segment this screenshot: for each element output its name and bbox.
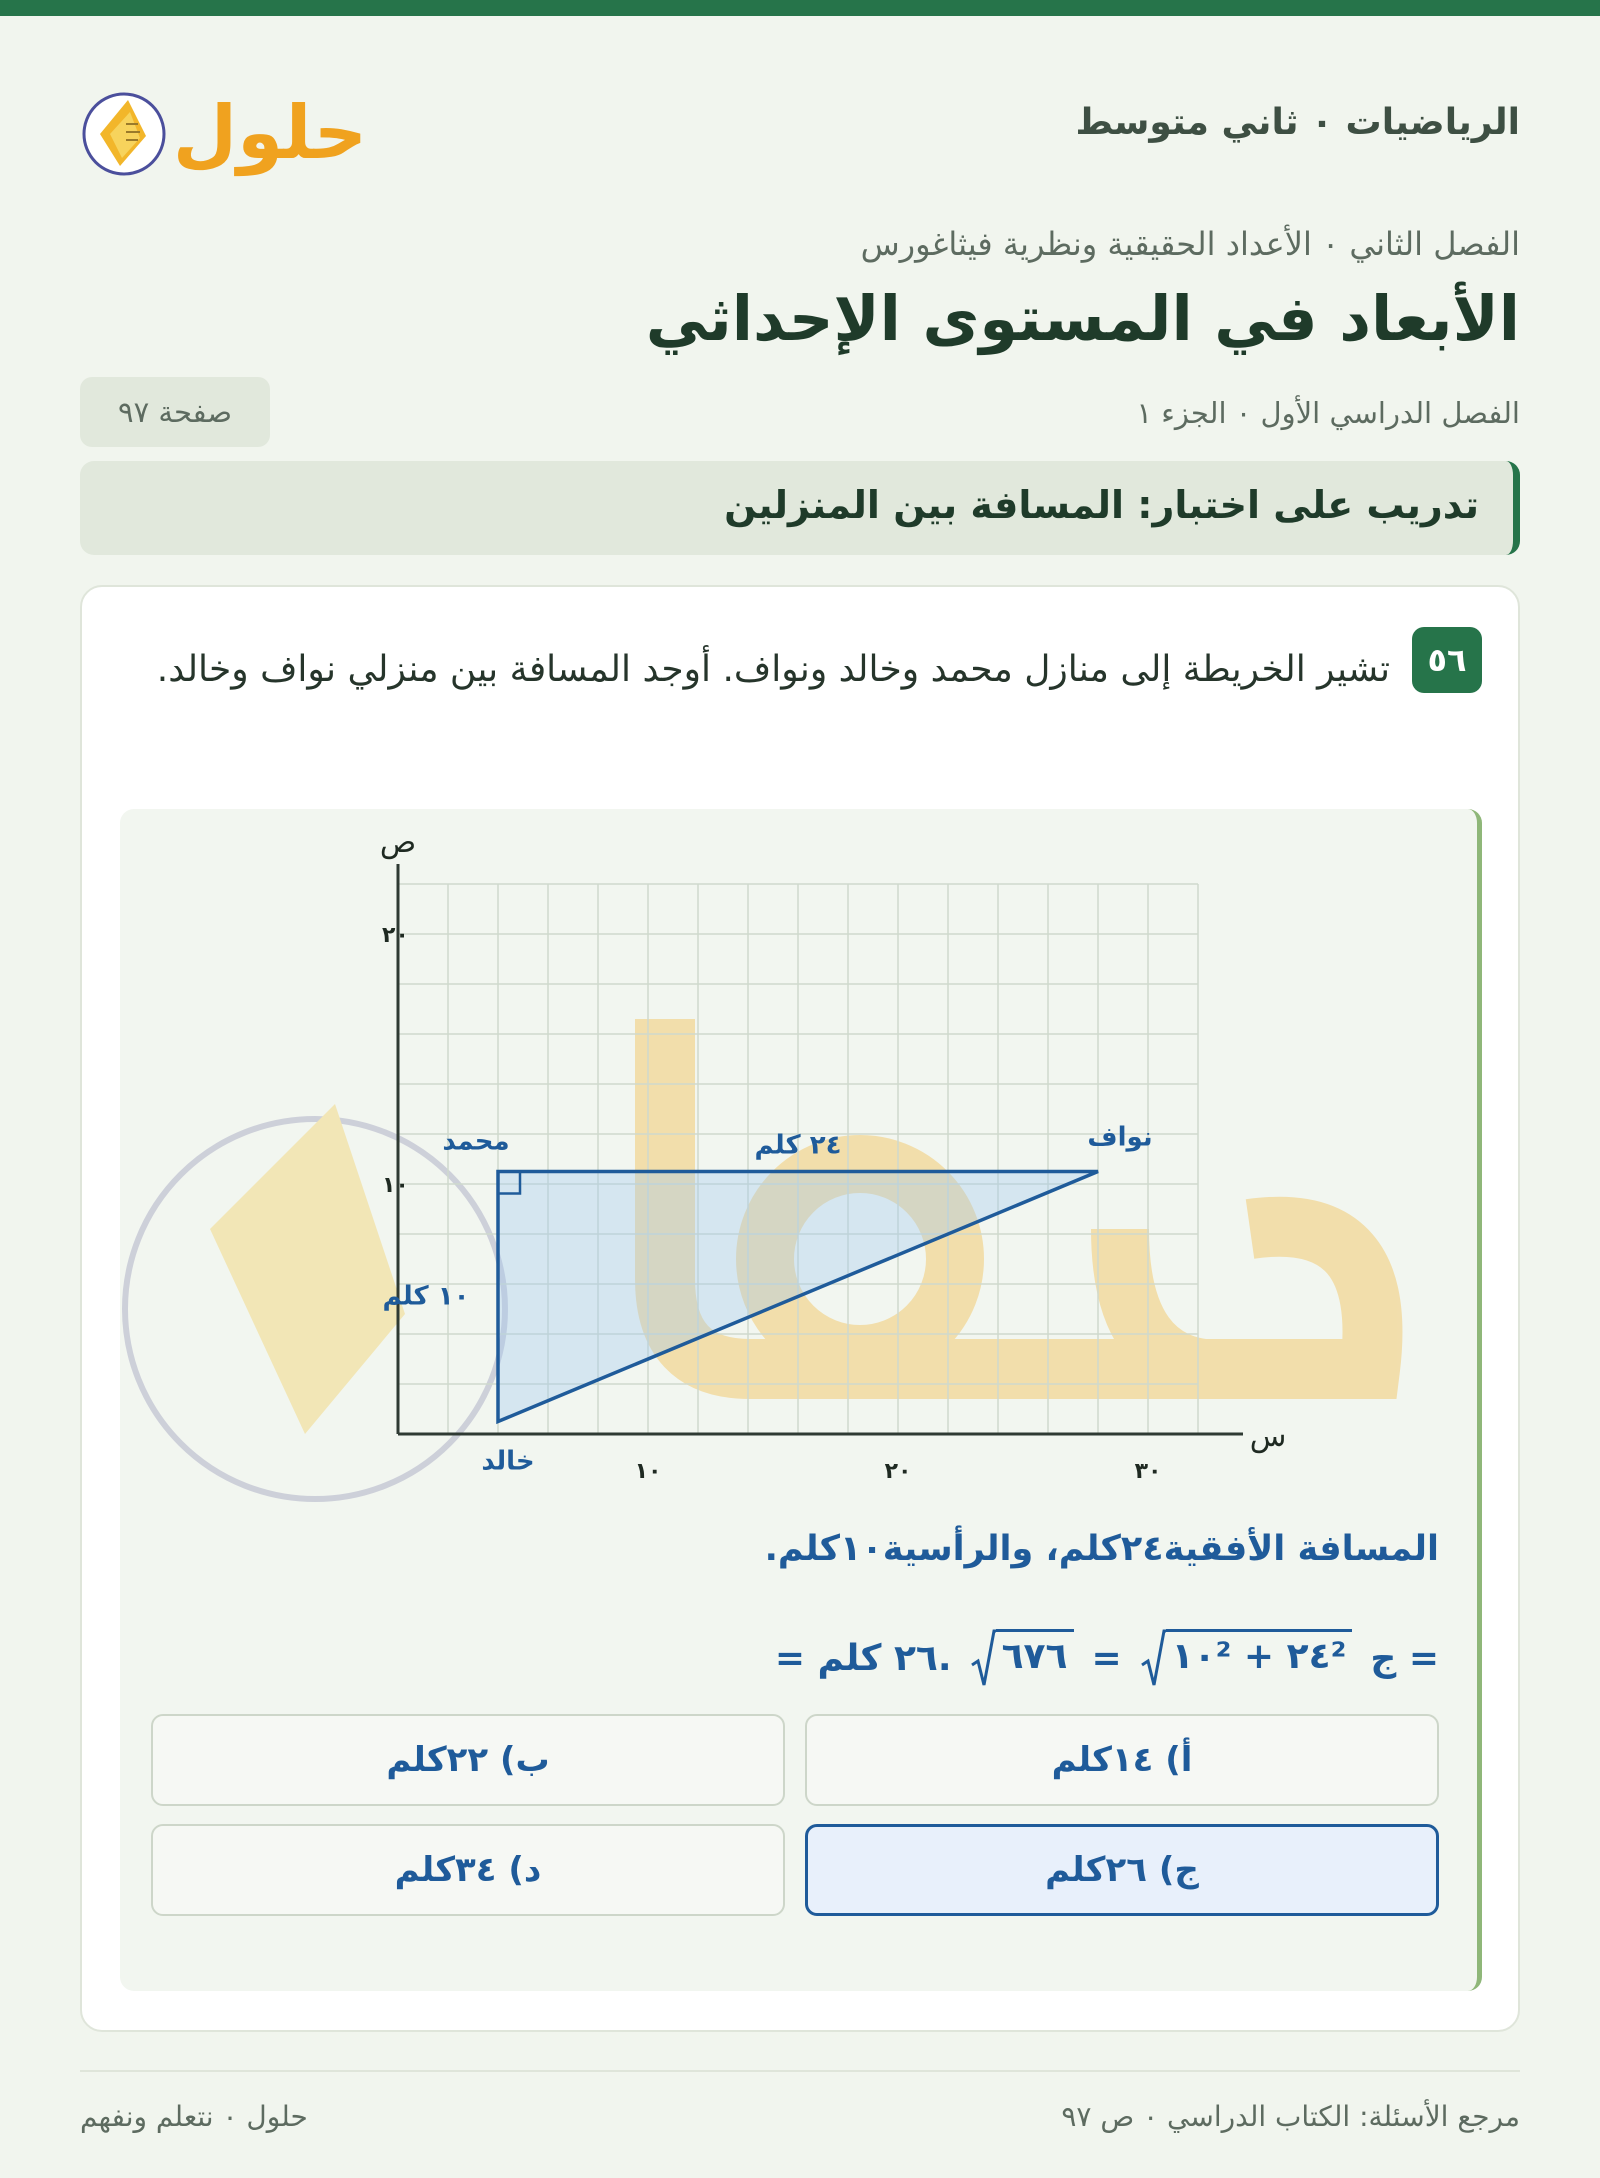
radical-sign-icon bbox=[1140, 1629, 1166, 1687]
footer-reference: مرجع الأسئلة: الكتاب الدراسي ٠ ص ٩٧ bbox=[1061, 2100, 1520, 2133]
hulul-logo[interactable] bbox=[80, 60, 370, 180]
page-number-badge: صفحة ٩٧ bbox=[80, 377, 270, 447]
radical-sum bbox=[1140, 1629, 1353, 1687]
subject-label: الرياضيات ٠ ثاني متوسط bbox=[1075, 102, 1520, 143]
label-horizontal-distance: ٢٤ كلم bbox=[754, 1130, 842, 1161]
lesson-title: الأبعاد في المستوى الإحداثي bbox=[645, 282, 1520, 355]
solution-line-1: المسافة الأفقية٢٤كلم، والرأسية١٠كلم. bbox=[764, 1529, 1439, 1569]
label-vertical-distance: ١٠ كلم bbox=[382, 1281, 470, 1312]
x-tick-label: ١٠ bbox=[634, 1459, 662, 1484]
x-tick-label: ٣٠ bbox=[1134, 1459, 1162, 1484]
footer-brand: حلول ٠ نتعلم ونفهم bbox=[80, 2100, 308, 2133]
solution-equation bbox=[775, 1629, 1439, 1687]
radical-sign-icon bbox=[970, 1629, 996, 1687]
choice-a[interactable]: أ) ١٤كلم bbox=[805, 1714, 1439, 1806]
logo-wordmark: حلول bbox=[172, 90, 368, 176]
label-mohammed: محمد bbox=[442, 1126, 510, 1157]
equation-equals: = bbox=[1091, 1637, 1122, 1679]
section-header bbox=[80, 461, 1520, 555]
choice-d[interactable]: د) ٣٤كلم bbox=[151, 1824, 785, 1916]
label-khaled: خالد bbox=[481, 1446, 535, 1477]
section-title: تدريب على اختبار: المسافة بين المنزلين bbox=[724, 483, 1479, 527]
radical-676 bbox=[970, 1629, 1074, 1687]
semester-label: الفصل الدراسي الأول ٠ الجزء ١ bbox=[1136, 396, 1520, 430]
y-tick-label: ٢٠ bbox=[382, 923, 409, 948]
top-accent-strip bbox=[0, 0, 1600, 16]
question-number-badge: ٥٦ bbox=[1412, 627, 1482, 693]
chapter-label: الفصل الثاني ٠ الأعداد الحقيقية ونظرية فيثاغورس bbox=[860, 225, 1520, 263]
coordinate-graph bbox=[120, 809, 1482, 1509]
question-card bbox=[80, 585, 1520, 2032]
x-tick-label: ٢٠ bbox=[884, 1459, 912, 1484]
question-text: تشير الخريطة إلى منازل محمد وخالد ونواف. أوجد المسافة بين منزلي نواف وخالد. bbox=[156, 649, 1390, 690]
choice-c[interactable]: ج) ٢٦كلم bbox=[805, 1824, 1439, 1916]
solution-panel bbox=[120, 809, 1482, 1991]
radicand-676: ٦٧٦ bbox=[996, 1629, 1074, 1677]
x-axis-label: س bbox=[1249, 1419, 1287, 1454]
page-header bbox=[80, 60, 1520, 180]
equation-rhs: = ٢٦ كلم. bbox=[774, 1637, 952, 1679]
y-axis-label: ص bbox=[379, 825, 417, 860]
y-tick-label: ١٠ bbox=[382, 1173, 409, 1198]
equation-lhs: ج = bbox=[1370, 1637, 1439, 1679]
label-nawaf: نواف bbox=[1087, 1122, 1153, 1153]
choice-b[interactable]: ب) ٢٢كلم bbox=[151, 1714, 785, 1806]
radicand-sum: ٢٤² + ١٠² bbox=[1166, 1629, 1353, 1677]
footer-divider bbox=[80, 2070, 1520, 2072]
